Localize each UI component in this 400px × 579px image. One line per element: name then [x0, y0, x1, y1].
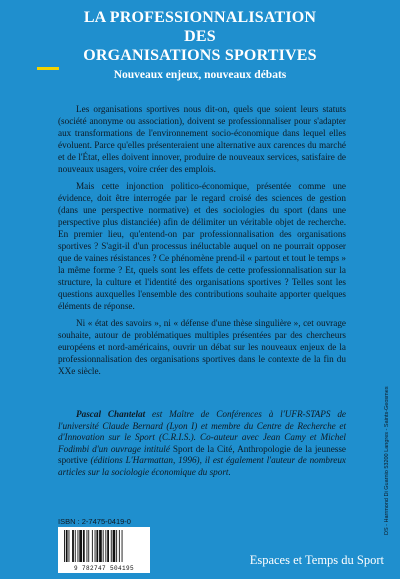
author-bio: [58, 409, 346, 478]
paragraph-2: Mais cette injonction politico-économique, présentée comme une évidence, doit être interrogée par le regard croisé des sciences de gestion (dans une perspective normative) et des sociologies du sport (dans une perspective plus distanciée) afin de délimiter un véritable objet de recherche. En premier lieu, qu'entend-on par professionnalisation des organisations sportives ? S'agit-il d'un processus inéluctable auquel on ne pourrait opposer que de vaines résistances ? Ce phénomène prend-il « partout et tout le temps » la même forme ? Et, quels sont les effets de cette professionnalisation sur la structure, la culture et l'identité des organisations sportives ? Telles sont les questions auxquelles l'ensemble des contributions souhaite apporter quelques éléments de réponse.: [58, 181, 346, 311]
title-line-2: DES: [184, 28, 216, 45]
barcode: [58, 527, 150, 573]
series-name: Espaces et Temps du Sport: [249, 553, 384, 567]
title-line-3: ORGANISATIONS SPORTIVES: [83, 47, 317, 64]
author-name: Pascal Chantelat: [76, 409, 146, 419]
barcode-icon: [58, 527, 150, 565]
title-line-1: LA PROFESSIONNALISATION: [83, 9, 317, 26]
book-subtitle: Nouveaux enjeux, nouveaux débats: [113, 69, 287, 81]
barcode-digits: 9 782747 504195: [73, 565, 134, 572]
bio-work-title: Sport de la Cité, Anthropologie de la jeunesse sportive: [58, 443, 346, 465]
paragraph-3: Ni « état des savoirs », ni « défense d'une thèse singulière », cet ouvrage souhaite, autour de problématiques multiples présentées par des chercheurs européens et nord-américains, ouvrir un débat sur les nouveaux enjeux de la professionnalisation des organisations sportives dans le contexte de la fin du XXe siècle.: [58, 318, 346, 377]
isbn-label: ISBN : 2-7475-0419-0: [58, 517, 131, 526]
paragraph-1: Les organisations sportives nous dit-on, quels que soient leurs statuts (société anonyme ou association), doivent se professionnaliser pour s'adapter aux transformations de l'environnement socio-économique dans lequel elles évoluent. Parce qu'elles présenteraient une alternative aux carences du marché et de l'État, elles doivent innover, produire de nouveaux services, satisfaire de nouveaux usagers, voire créer des emplois.: [58, 104, 346, 174]
bio-part-1: est Maître de Conférences à l'UFR-STAPS de l'université Claude Bernard (Lyon I) et membre du Centre de Recherche et d'Innovation sur le Sport (C.R.I.S.). Co-auteur avec Jean Camy et Michel Fodimbi d'un ouvrage intitulé: [58, 409, 347, 454]
printer-credit: DS - Harrmond Di Guarnio 53200 Langres - Saints-Geosmes: [384, 386, 390, 535]
bio-part-2: (éditions L'Harmattan, 1996), il est également l'auteur de nombreux articles sur la sociologie économique du sport.: [58, 455, 346, 477]
book-title: [40, 8, 360, 65]
back-cover-text: [58, 104, 346, 378]
